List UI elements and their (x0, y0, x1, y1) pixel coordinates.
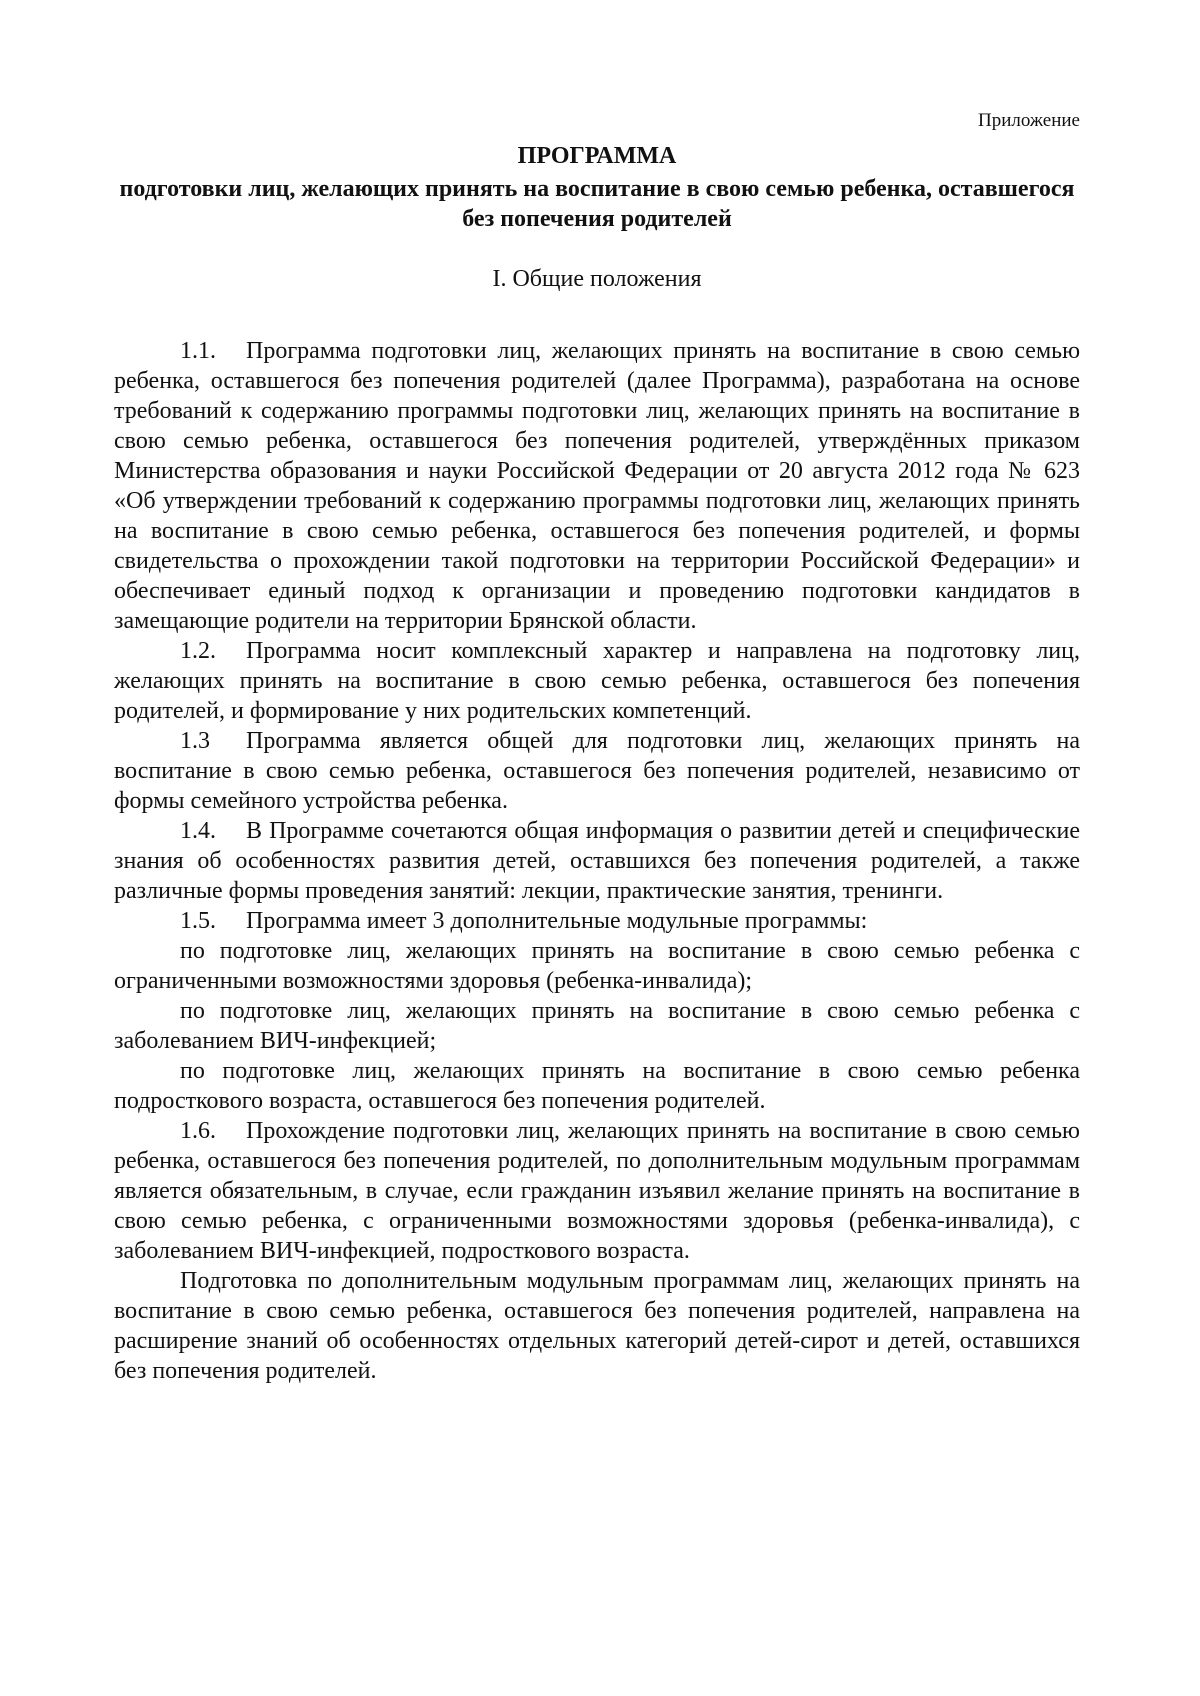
document-body (114, 336, 1080, 1386)
paragraph-number: 1.1. (180, 338, 216, 364)
paragraph-text: Прохождение подготовки лиц, желающих принять на воспитание в свою семью ребенка, оставшегося без попечения родителей, по дополнительным модульным программам является обязательным, в случае, если гражданин изъявил желание принять на воспитание в свою семью ребенка, с ограниченными возможностями здоровья (ребенка-инвалида), с заболеванием ВИЧ-инфекцией, подросткового возраста. (114, 1118, 1080, 1264)
document-page (114, 108, 1080, 1386)
paragraph-1-4 (114, 816, 1080, 906)
paragraph-text: Программа имеет 3 дополнительные модульные программы: (246, 908, 868, 934)
paragraph-text: В Программе сочетаются общая информация о развитии детей и специфические знания об особенностях развития детей, оставшихся без попечения родителей, а также различные формы проведения занятий: лекции, практические занятия, тренинги. (114, 818, 1080, 904)
module-item-hiv: по подготовке лиц, желающих принять на воспитание в свою семью ребенка с заболеванием ВИЧ-инфекцией; (114, 998, 1080, 1054)
paragraph-1-2 (114, 636, 1080, 726)
paragraph-1-6 (114, 1116, 1080, 1266)
paragraph-text: Программа является общей для подготовки лиц, желающих принять на воспитание в свою семью ребенка, оставшегося без попечения родителей, независимо от формы семейного устройства ребенка. (114, 728, 1080, 814)
paragraph-1-5 (114, 906, 1080, 936)
paragraph-1-1 (114, 336, 1080, 636)
paragraph-number: 1.5. (180, 908, 216, 934)
document-subtitle: подготовки лиц, желающих принять на воспитание в свою семью ребенка, оставшегося без попечения родителей (119, 176, 1075, 232)
paragraph-number: 1.6. (180, 1118, 216, 1144)
attachment-label: Приложение (978, 110, 1080, 131)
paragraph-number: 1.4. (180, 818, 216, 844)
section-heading: I. Общие положения (492, 266, 702, 292)
paragraph-number: 1.3 (180, 728, 210, 754)
paragraph-text: Программа носит комплексный характер и направлена на подготовку лиц, желающих принять на воспитание в свою семью ребенка, оставшегося без попечения родителей, и формирование у них родительских компетенций. (114, 638, 1080, 724)
paragraph-1-3 (114, 726, 1080, 816)
paragraph-number: 1.2. (180, 638, 216, 664)
paragraph-text: Программа подготовки лиц, желающих принять на воспитание в свою семью ребенка, оставшегося без попечения родителей (далее Программа), разработана на основе требований к содержанию программы подготовки лиц, желающих принять на воспитание в свою семью ребенка, оставшегося без попечения родителей, утверждённых приказом Министерства образования и науки Российской Федерации от 20 августа 2012 года № 623 «Об утверждении требований к содержанию программы подготовки лиц, желающих принять на воспитание в свою семью ребенка, оставшегося без попечения родителей, и формы свидетельства о прохождении такой подготовки на территории Российской Федерации» и обеспечивает единый подход к организации и проведению подготовки кандидатов в замещающие родители на территории Брянской области. (114, 338, 1080, 634)
module-item-teenager: по подготовке лиц, желающих принять на воспитание в свою семью ребенка подросткового возраста, оставшегося без попечения родителей. (114, 1058, 1080, 1114)
module-item-disability: по подготовке лиц, желающих принять на воспитание в свою семью ребенка с ограниченными возможностями здоровья (ребенка-инвалида); (114, 938, 1080, 994)
document-title: ПРОГРАММА (517, 143, 677, 169)
paragraph-modules-purpose: Подготовка по дополнительным модульным программам лиц, желающих принять на воспитание в свою семью ребенка, оставшегося без попечения родителей, направлена на расширение знаний об особенностях отдельных категорий детей-сирот и детей, оставшихся без попечения родителей. (114, 1268, 1080, 1384)
